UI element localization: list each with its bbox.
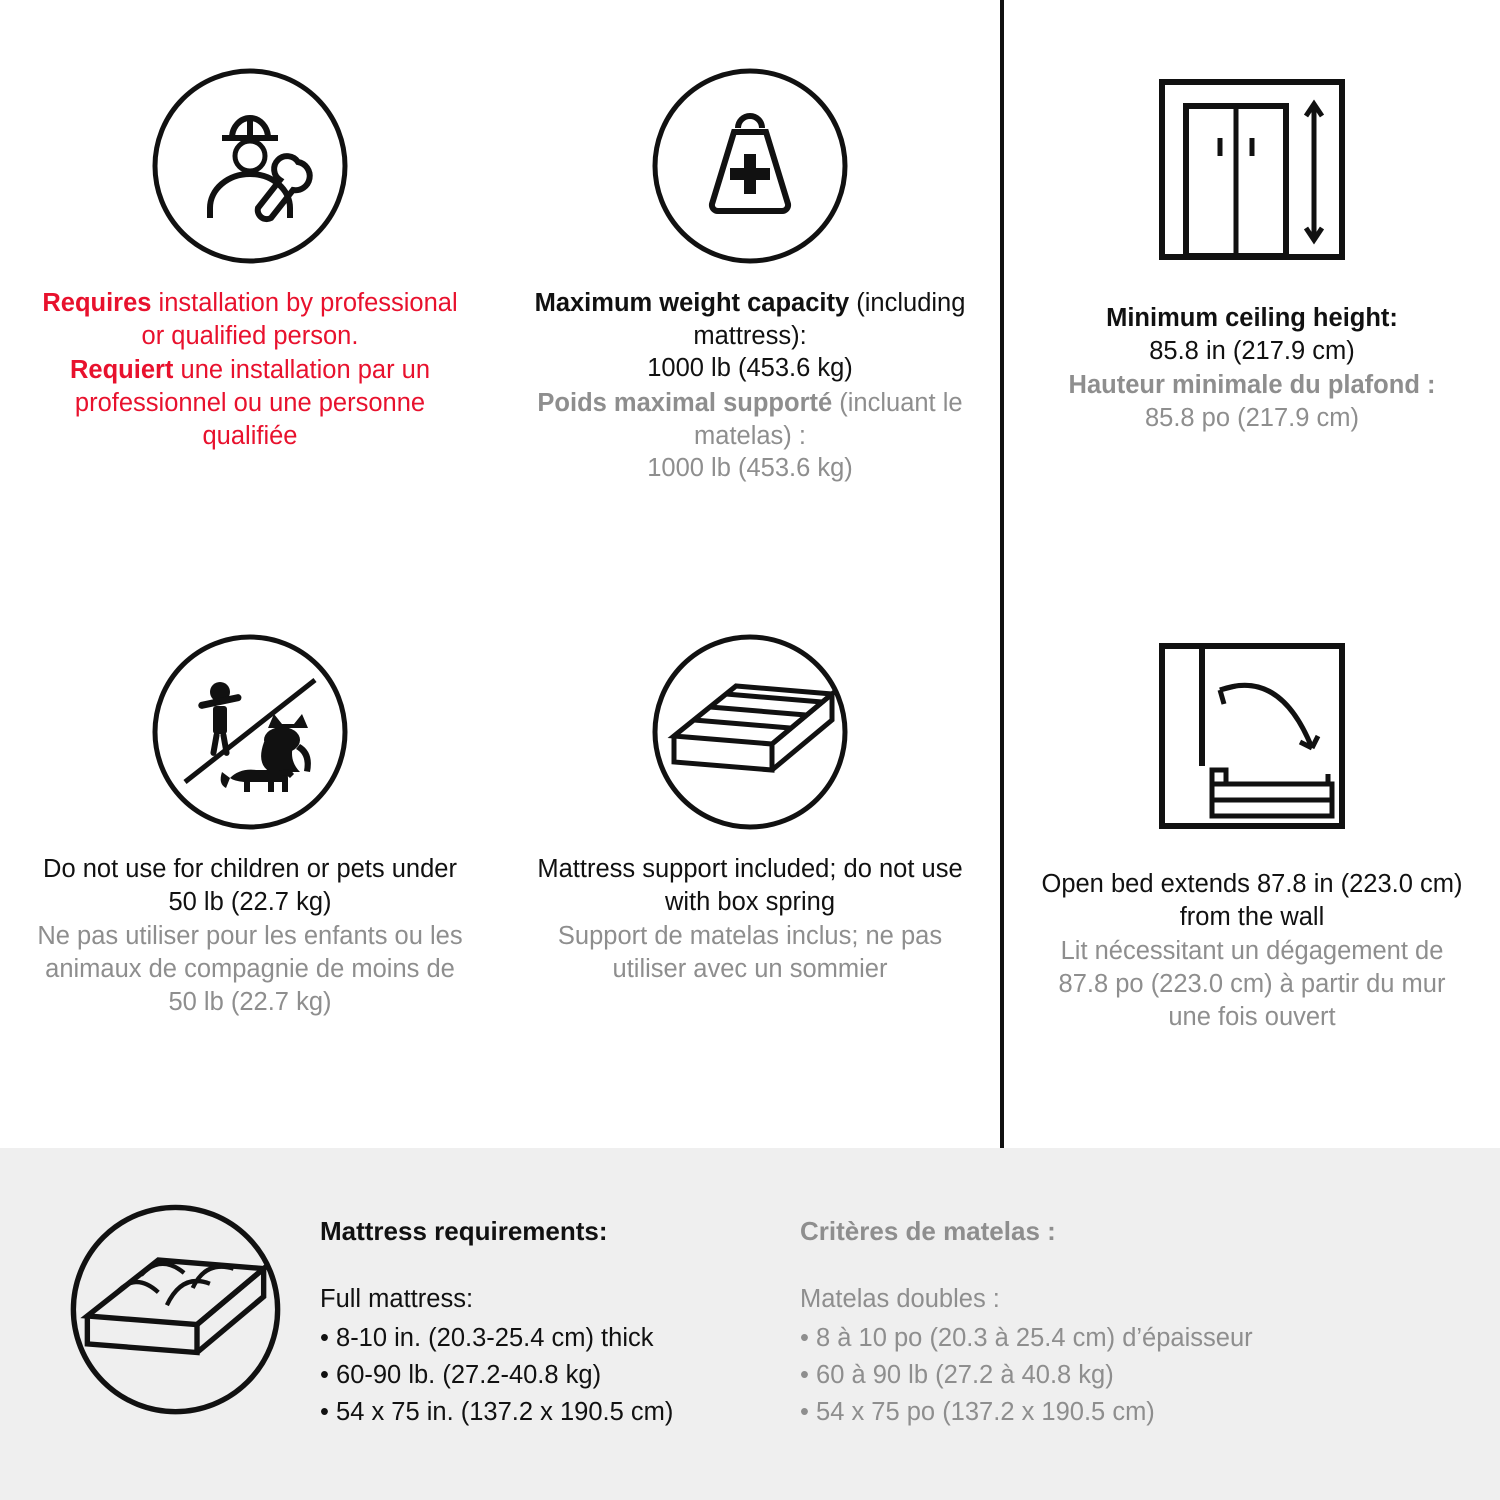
caption-no-children-or-pets [30, 853, 470, 1018]
bed-swing-out-icon [1132, 624, 1372, 854]
panel-no-children-or-pets [0, 574, 500, 1148]
caption-en: Mattress support included; do not use with box spring [537, 855, 963, 916]
mattress-requirements-en [290, 1186, 790, 1431]
worker-wrench-icon [143, 58, 358, 273]
mattress-spec-list-fr [800, 1320, 1330, 1431]
mattress-size-label-fr: Matelas doubles : [800, 1285, 1000, 1313]
mattress-requirements-title-en: Mattress requirements: [320, 1216, 608, 1246]
caption-en: Minimum ceiling height: 85.8 in (217.9 cm) [1106, 304, 1398, 365]
list-item: • 54 x 75 po (137.2 x 190.5 cm) [800, 1397, 1155, 1426]
right-panels [1000, 0, 1500, 1148]
list-item: • 54 x 75 in. (137.2 x 190.5 cm) [320, 1397, 674, 1426]
weight-plus-icon [643, 58, 858, 273]
caption-max-weight-capacity [530, 287, 970, 485]
mattress-requirements-title-fr: Critères de matelas : [800, 1216, 1056, 1246]
list-item: • 60-90 lb. (27.2-40.8 kg) [320, 1360, 602, 1389]
caption-en: Maximum weight capacity (including mattress): 1000 lb (453.6 kg) [534, 289, 966, 383]
caption-minimum-ceiling-height [1069, 302, 1436, 435]
list-item: • 60 à 90 lb (27.2 à 40.8 kg) [800, 1360, 1114, 1389]
caption-fr: Lit nécessitant un dégagement de 87.8 po (223.0 cm) à partir du mur une fois ouvert [1058, 937, 1446, 1031]
caption-en: Open bed extends 87.8 in (223.0 cm) from the wall [1041, 870, 1463, 931]
caption-fr: Ne pas utiliser pour les enfants ou les animaux de compagnie de moins de 50 lb (22.7 kg) [37, 922, 463, 1016]
mattress-requirements-fr [790, 1186, 1330, 1431]
panel-minimum-ceiling-height [1004, 0, 1500, 574]
panel-open-bed-extension [1004, 574, 1500, 1148]
caption-fr: Requiert une installation par un professionnel ou une personne qualifiée [69, 356, 431, 450]
caption-fr: Hauteur minimale du plafond : 85.8 po (217.9 cm) [1068, 371, 1436, 432]
ceiling-height-icon [1132, 58, 1372, 288]
mattress-icon [60, 1194, 290, 1424]
mattress-spec-list-en [320, 1320, 790, 1431]
caption-mattress-support-included [530, 853, 970, 986]
caption-en: Requires installation by professional or qualified person. [42, 289, 458, 350]
caption-fr: Support de matelas inclus; ne pas utiliser avec un sommier [557, 922, 943, 983]
mattress-requirements-footer [0, 1148, 1500, 1500]
panel-professional-installation [0, 0, 500, 574]
panel-max-weight-capacity [500, 0, 1000, 574]
slat-support-icon [643, 624, 858, 839]
panel-mattress-support-included [500, 574, 1000, 1148]
caption-en: Do not use for children or pets under 50 lb (22.7 kg) [43, 855, 457, 916]
list-item: • 8 à 10 po (20.3 à 25.4 cm) d’épaisseur [800, 1324, 1253, 1352]
caption-professional-installation [30, 287, 470, 452]
caption-open-bed-extension [1034, 868, 1470, 1033]
no-children-pets-icon [143, 624, 358, 839]
list-item: • 8-10 in. (20.3-25.4 cm) thick [320, 1324, 654, 1352]
mattress-size-label-en: Full mattress: [320, 1285, 474, 1313]
caption-fr: Poids maximal supporté (incluant le matelas) : 1000 lb (453.6 kg) [537, 388, 963, 483]
